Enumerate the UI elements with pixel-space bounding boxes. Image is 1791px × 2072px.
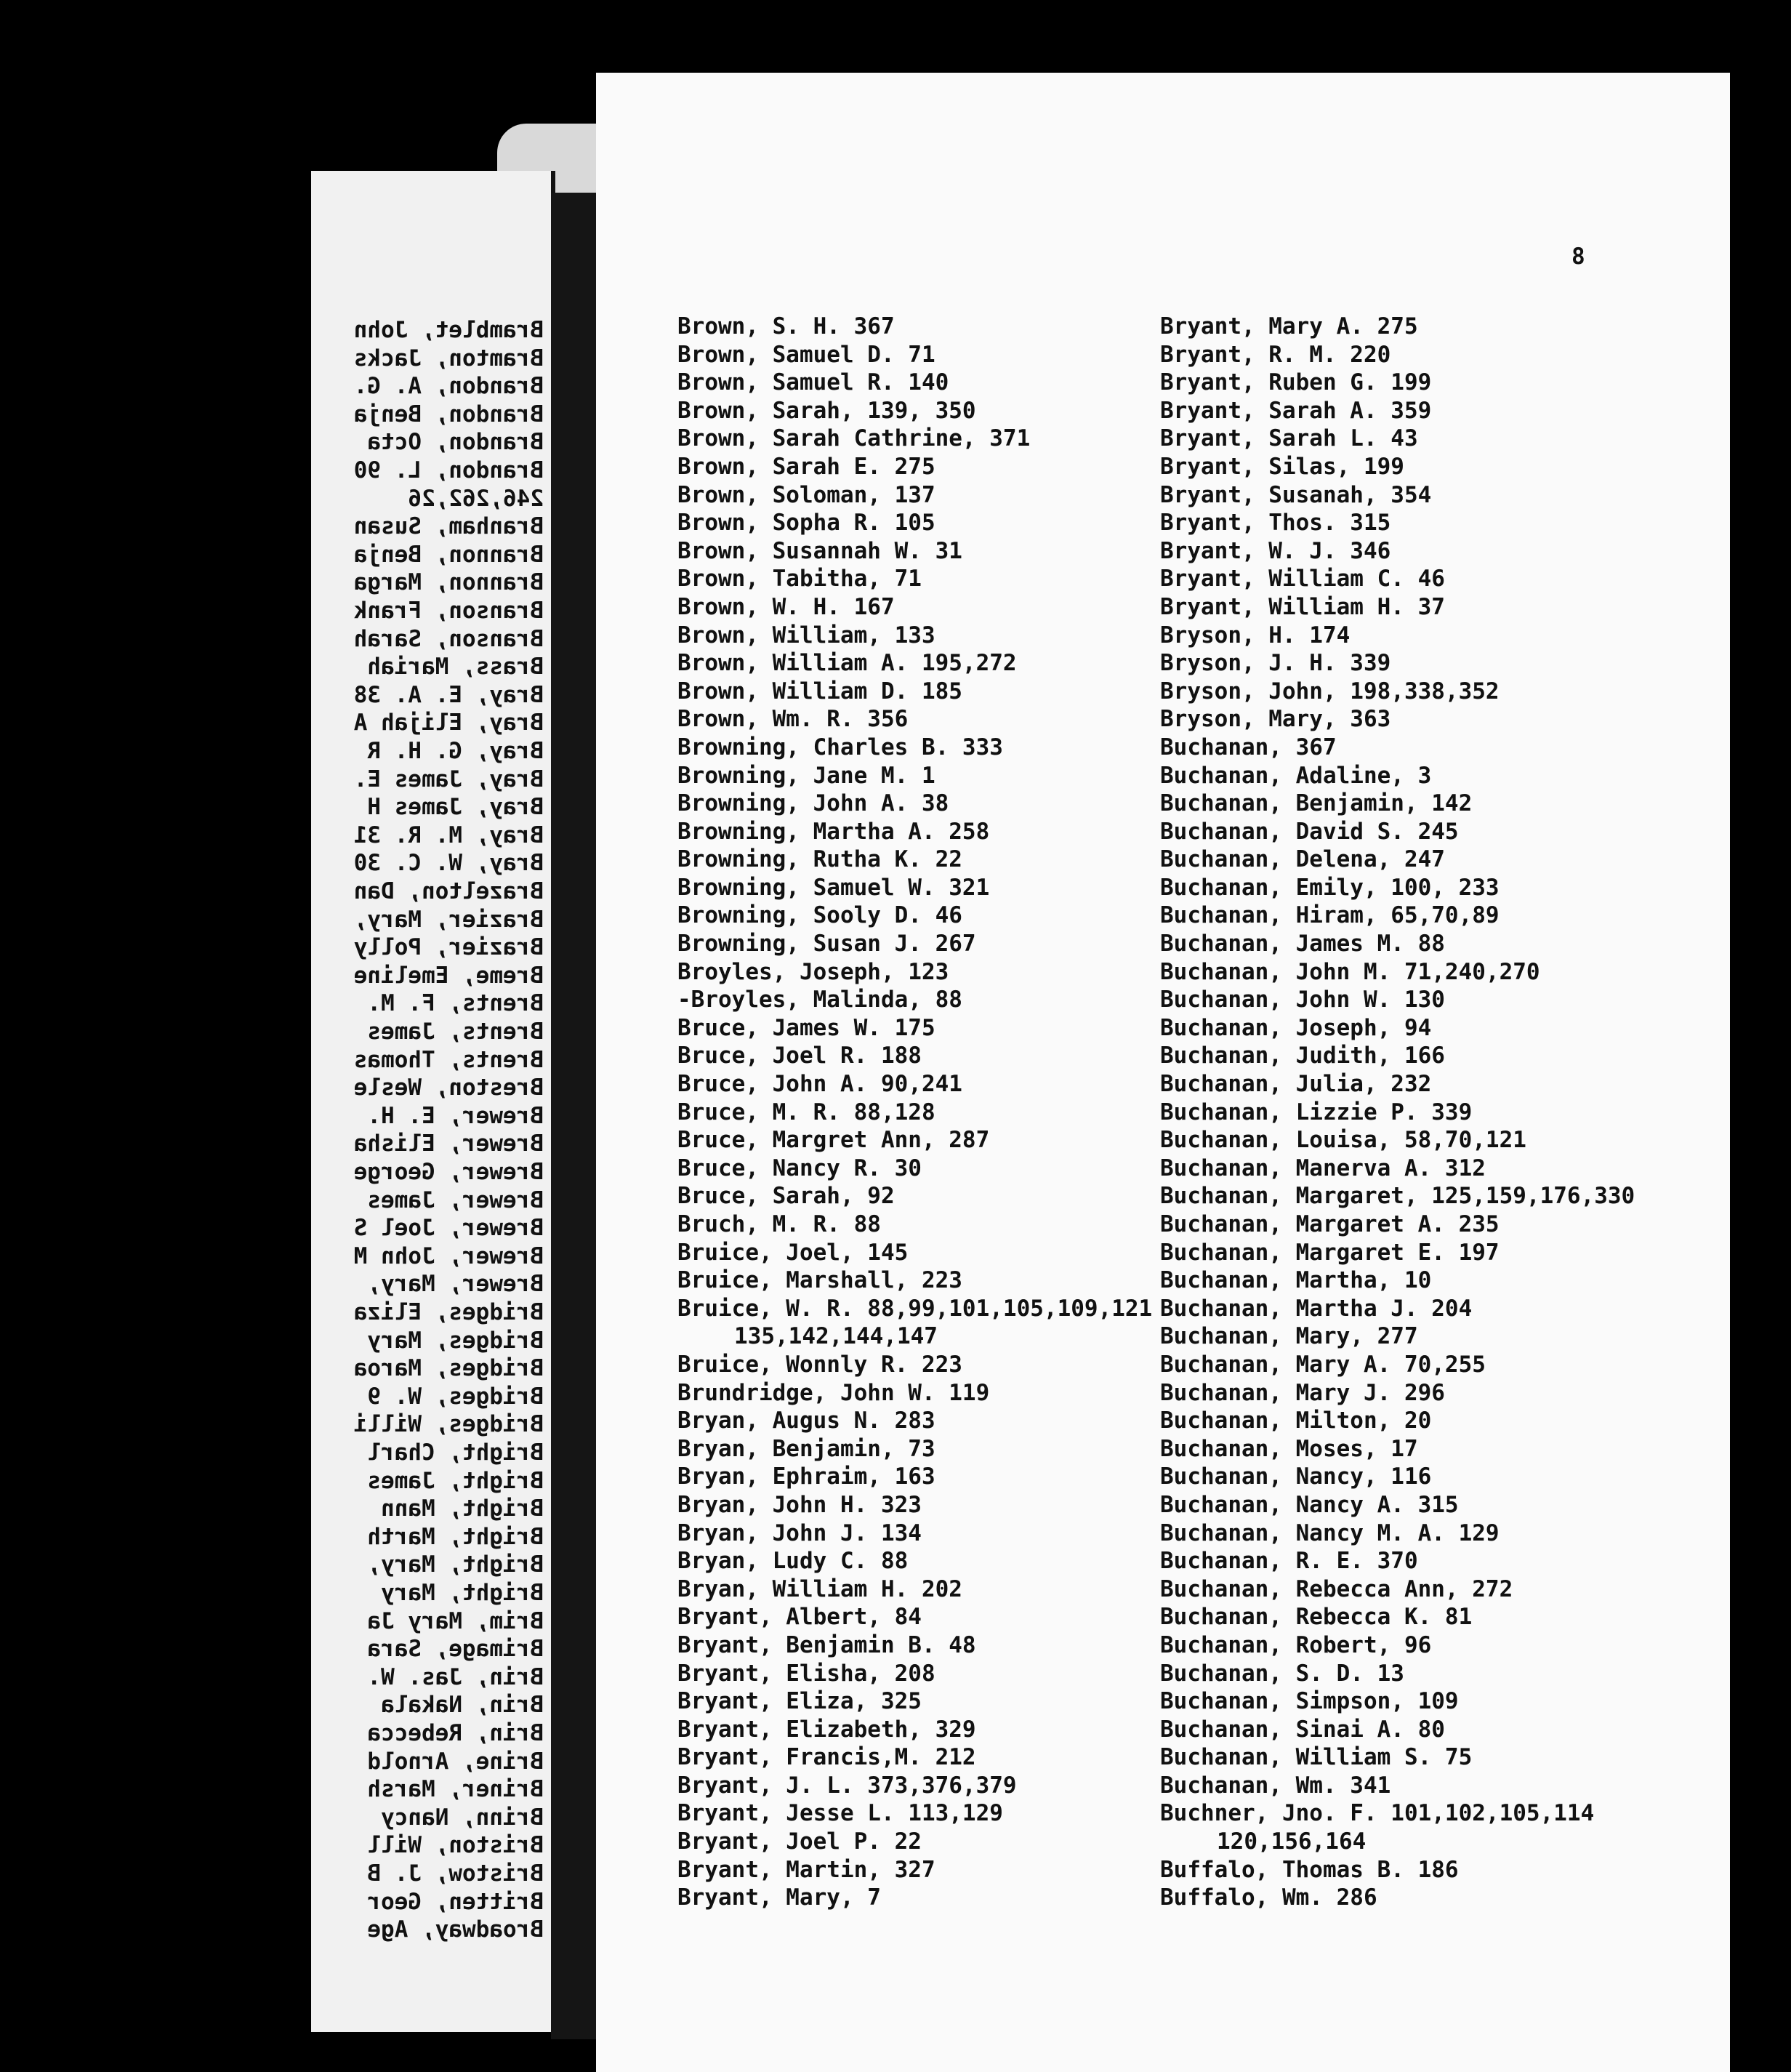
index-entry: Bruch, M. R. 88: [677, 1211, 881, 1237]
index-entry: Buchanan, Simpson, 109: [1160, 1688, 1459, 1715]
bleed-through-line: Bray, M. R. 31: [353, 822, 544, 848]
index-entry: Buchanan, Adaline, 3: [1160, 762, 1432, 789]
index-entry: Brown, Sopha R. 105: [677, 510, 935, 537]
index-entry: Buchanan, Milton, 20: [1160, 1408, 1432, 1434]
index-entry-continuation: 120,156,164: [1217, 1828, 1367, 1855]
index-entry: Brown, S. H. 367: [677, 313, 895, 340]
index-entry: Bryson, John, 198,338,352: [1160, 678, 1500, 704]
bleed-through-line: Brine, Arnold: [367, 1748, 544, 1775]
index-entry: Bryant, Martin, 327: [677, 1856, 935, 1883]
bleed-through-line: 246,262,26: [408, 485, 544, 512]
index-entry: Buchanan, David S. 245: [1160, 818, 1459, 845]
index-entry: Bruce, Nancy R. 30: [677, 1155, 922, 1181]
index-entry: Buchanan, Margaret E. 197: [1160, 1239, 1500, 1266]
bleed-through-line: Brandon, Benja: [353, 401, 544, 427]
bleed-through-line: Brannon, Benja: [353, 541, 544, 568]
index-entry: Buchanan, Wm. 341: [1160, 1772, 1391, 1799]
index-entry: Buchanan, Martha, 10: [1160, 1267, 1432, 1294]
bleed-through-line: Brewer, Mary,: [367, 1271, 544, 1298]
index-entry: Buchanan, James M. 88: [1160, 931, 1445, 957]
index-entry: Bryant, Albert, 84: [677, 1604, 922, 1631]
index-entry: Buchanan, John W. 130: [1160, 987, 1445, 1013]
index-entry: Bryant, W. J. 346: [1160, 537, 1391, 564]
bleed-through-line: Brin, Rebecca: [367, 1720, 544, 1746]
bleed-through-line: Briston, Will: [367, 1832, 544, 1859]
index-entry: Buchanan, Nancy M. A. 129: [1160, 1519, 1500, 1546]
index-entry: Buchanan, 367: [1160, 734, 1337, 760]
index-entry: Brown, Wm. R. 356: [677, 706, 909, 733]
index-entry: Buchanan, Delena, 247: [1160, 846, 1445, 873]
index-entry: Bryant, Mary A. 275: [1160, 313, 1418, 340]
index-entry: Bryan, William H. 202: [677, 1575, 962, 1602]
index-entry: Bryant, Sarah L. 43: [1160, 425, 1418, 452]
index-entry: Buchanan, S. D. 13: [1160, 1660, 1404, 1687]
index-entry: Bryan, Ephraim, 163: [677, 1463, 935, 1490]
bleed-through-line: Branham, Susan: [353, 513, 544, 540]
index-entry: Bryant, Joel P. 22: [677, 1828, 922, 1855]
bleed-through-line: Brewer, John M: [353, 1242, 544, 1269]
bleed-through-line: Branson, Frank: [353, 598, 544, 624]
bleed-through-line: Brazelton, Dan: [353, 878, 544, 904]
index-entry: Buchanan, Mary A. 70,255: [1160, 1351, 1486, 1378]
index-column-right: [1160, 313, 1683, 1912]
bleed-through-line: Brewer, Elisha: [353, 1131, 544, 1157]
index-entry: Buchanan, Julia, 232: [1160, 1071, 1432, 1098]
index-entry: Bryant, Francis,M. 212: [677, 1744, 976, 1771]
bleed-through-line: Bridges, Eliza: [353, 1299, 544, 1325]
bleed-through-line: Breston, Wesle: [353, 1075, 544, 1101]
index-entry: Brown, Samuel D. 71: [677, 341, 935, 368]
index-entry: Bruce, Sarah, 92: [677, 1183, 895, 1210]
index-entry: Brown, William A. 195,272: [677, 650, 1017, 677]
index-entry: Buchanan, Martha J. 204: [1160, 1295, 1473, 1322]
bleed-through-line: Brass, Mariah: [367, 654, 544, 680]
index-entry: Bryan, Augus N. 283: [677, 1408, 935, 1434]
index-entry: Brown, Tabitha, 71: [677, 566, 922, 593]
index-entry: Buchanan, John M. 71,240,270: [1160, 958, 1540, 985]
index-entry: Buchanan, Mary, 277: [1160, 1323, 1418, 1350]
bleed-through-line: Brents, Thomas: [353, 1046, 544, 1073]
index-entry: Bruce, Joel R. 188: [677, 1043, 922, 1069]
bleed-through-line: Bramblet, John: [353, 317, 544, 343]
bleed-through-line: Bridges, Mary: [367, 1327, 544, 1354]
index-entry: Bryant, Susanah, 354: [1160, 481, 1432, 508]
index-entry: Bryant, Silas, 199: [1160, 453, 1404, 480]
bleed-through-line: Brents, James: [367, 1019, 544, 1045]
bleed-through-line: Bridges, W. 9: [367, 1383, 544, 1410]
index-entry: Bryan, Ludy C. 88: [677, 1548, 909, 1575]
index-entry: Bryant, Benjamin B. 48: [677, 1631, 976, 1658]
index-entry: Buffalo, Wm. 286: [1160, 1884, 1377, 1911]
index-entry: Bruce, M. R. 88,128: [677, 1099, 935, 1125]
bleed-through-line: Briner, Marsh: [367, 1776, 544, 1803]
bleed-through-line: Brewer, Joel S: [353, 1215, 544, 1242]
index-entry: Buchanan, Sinai A. 80: [1160, 1716, 1445, 1743]
bleed-through-line: Bray, Elijah A: [353, 710, 544, 736]
bleed-through-line: Bridges, Willi: [353, 1411, 544, 1438]
index-entry: Buchanan, Joseph, 94: [1160, 1014, 1432, 1041]
bleed-through-line: Broadway, Age: [367, 1916, 544, 1943]
index-entry: Browning, John A. 38: [677, 790, 949, 817]
bleed-through-line: Brewer, James: [367, 1186, 544, 1213]
bleed-through-line: Brandon, A. G.: [353, 373, 544, 400]
index-entry: Bryson, H. 174: [1160, 622, 1351, 648]
bleed-through-line: Bray, G. H. R: [367, 738, 544, 764]
index-entry: Bryson, J. H. 339: [1160, 650, 1391, 677]
index-entry: Bryant, Thos. 315: [1160, 510, 1391, 537]
index-entry: Bruice, Joel, 145: [677, 1239, 909, 1266]
index-entry: Brown, Sarah Cathrine, 371: [677, 425, 1031, 452]
index-entry: Brown, Sarah, 139, 350: [677, 397, 976, 424]
index-entry: Bruice, Wonnly R. 223: [677, 1351, 962, 1378]
bleed-through-line: Bray, James E.: [353, 766, 544, 792]
index-entry: Bryant, Mary, 7: [677, 1884, 881, 1911]
index-entry: Bryan, John J. 134: [677, 1519, 922, 1546]
index-entry: Bryson, Mary, 363: [1160, 706, 1391, 733]
index-entry: Bryant, Jesse L. 113,129: [677, 1800, 1003, 1827]
index-entry: Buchanan, R. E. 370: [1160, 1548, 1418, 1575]
index-entry: Browning, Samuel W. 321: [677, 874, 990, 901]
mirrored-text-block: [311, 171, 551, 2032]
index-entry: Brown, William D. 185: [677, 678, 962, 704]
index-entry: Bruice, Marshall, 223: [677, 1267, 962, 1294]
bleed-through-line: Brin, Jas. W.: [367, 1663, 544, 1690]
index-entry: Bryan, John H. 323: [677, 1491, 922, 1518]
index-entry: Bryant, William H. 37: [1160, 593, 1445, 620]
bleed-through-line: Branson, Sarah: [353, 625, 544, 652]
index-entry: Buchanan, Margaret, 125,159,176,330: [1160, 1183, 1635, 1210]
bleed-through-line: Brazier, Polly: [353, 934, 544, 961]
bleed-through-line: Brewer, E. H.: [367, 1102, 544, 1129]
bleed-through-line: Brandon, Octa: [367, 429, 544, 456]
bleed-through-line: Bramton, Jacks: [353, 345, 544, 372]
index-entry: Buchanan, Judith, 166: [1160, 1043, 1445, 1069]
index-entry-continuation: 135,142,144,147: [734, 1323, 938, 1350]
index-entry: Buchanan, Manerva A. 312: [1160, 1155, 1486, 1181]
index-entry: Buchanan, Lizzie P. 339: [1160, 1099, 1473, 1125]
bleed-through-line: Brin, Nakala: [381, 1692, 544, 1719]
bleed-through-line: Brents, F. M.: [367, 990, 544, 1017]
bleed-through-line: Bright, James: [367, 1467, 544, 1494]
index-entry: Buchanan, Emily, 100, 233: [1160, 874, 1500, 901]
index-entry: Bruce, John A. 90,241: [677, 1071, 962, 1098]
index-entry: Brown, Samuel R. 140: [677, 369, 949, 396]
bleed-through-line: Bridges, Maroa: [353, 1355, 544, 1382]
index-entry: Buchanan, Nancy A. 315: [1160, 1491, 1459, 1518]
index-entry: Browning, Charles B. 333: [677, 734, 1003, 760]
index-entry: Brown, Susannah W. 31: [677, 537, 962, 564]
index-entry: Browning, Martha A. 258: [677, 818, 990, 845]
index-entry: Bryant, Elizabeth, 329: [677, 1716, 976, 1743]
index-entry: Buchanan, Benjamin, 142: [1160, 790, 1473, 817]
index-entry: Brown, W. H. 167: [677, 593, 895, 620]
index-column-left: [677, 313, 1201, 1912]
bleed-through-line: Bright, Charl: [367, 1439, 544, 1466]
index-entry: Bryant, Eliza, 325: [677, 1688, 922, 1715]
index-entry: Bruce, Margret Ann, 287: [677, 1127, 990, 1154]
page-number: 8: [1571, 244, 1585, 270]
index-entry: Broyles, Joseph, 123: [677, 958, 949, 985]
index-entry: Bryant, William C. 46: [1160, 566, 1445, 593]
book-binding-gutter: [551, 193, 602, 2039]
index-entry: Buchanan, Rebecca K. 81: [1160, 1604, 1473, 1631]
bleed-through-line: Brewer, George: [353, 1159, 544, 1185]
bleed-through-line: Brazier, Mary,: [353, 906, 544, 933]
index-entry: -Broyles, Malinda, 88: [677, 987, 962, 1013]
index-entry: Brown, Soloman, 137: [677, 481, 935, 508]
index-entry: Brown, Sarah E. 275: [677, 453, 935, 480]
index-entry: Browning, Sooly D. 46: [677, 902, 962, 929]
index-entry: Buchner, Jno. F. 101,102,105,114: [1160, 1800, 1595, 1827]
index-entry: Buchanan, Rebecca Ann, 272: [1160, 1575, 1513, 1602]
facing-page-bleed-through: [311, 171, 555, 2032]
index-entry: Bryant, J. L. 373,376,379: [677, 1772, 1017, 1799]
bleed-through-line: Brinn, Nancy: [381, 1804, 544, 1831]
bleed-through-line: Bray, W. C. 30: [353, 850, 544, 877]
bleed-through-line: Bright, Marth: [367, 1523, 544, 1550]
index-entry: Bryant, R. M. 220: [1160, 341, 1391, 368]
bleed-through-line: Brim, Mary Ja: [367, 1607, 544, 1634]
index-entry: Brundridge, John W. 119: [677, 1379, 990, 1406]
index-entry: Browning, Rutha K. 22: [677, 846, 962, 873]
index-entry: Buchanan, William S. 75: [1160, 1744, 1473, 1771]
index-entry: Browning, Jane M. 1: [677, 762, 935, 789]
bleed-through-line: Brannon, Marga: [353, 569, 544, 596]
index-entry: Bruce, James W. 175: [677, 1014, 935, 1041]
index-entry: Buchanan, Robert, 96: [1160, 1631, 1432, 1658]
bleed-through-line: Breme, Emeline: [353, 962, 544, 989]
index-entry: Bryant, Sarah A. 359: [1160, 397, 1432, 424]
index-entry: Buchanan, Mary J. 296: [1160, 1379, 1445, 1406]
bleed-through-line: Bray, E. A. 38: [353, 681, 544, 708]
bleed-through-line: Britten, Geor: [367, 1888, 544, 1915]
index-entry: Browning, Susan J. 267: [677, 931, 976, 957]
index-entry: Bryant, Elisha, 208: [677, 1660, 935, 1687]
bleed-through-line: Bright, Mary,: [367, 1551, 544, 1578]
index-entry: Buchanan, Nancy, 116: [1160, 1463, 1432, 1490]
index-entry: Buchanan, Louisa, 58,70,121: [1160, 1127, 1526, 1154]
index-entry: Buchanan, Moses, 17: [1160, 1435, 1418, 1462]
index-entry: Buchanan, Margaret A. 235: [1160, 1211, 1500, 1237]
bleed-through-line: Brandon, L. 90: [353, 457, 544, 483]
index-entry: Buffalo, Thomas B. 186: [1160, 1856, 1459, 1883]
bleed-through-line: Bright, Mary: [381, 1580, 544, 1606]
index-entry: Buchanan, Hiram, 65,70,89: [1160, 902, 1500, 929]
index-entry: Bryan, Benjamin, 73: [677, 1435, 935, 1462]
bleed-through-line: Bray, James H: [367, 794, 544, 821]
bleed-through-line: Bristow, J. B: [367, 1860, 544, 1887]
bleed-through-line: Brimage, Sara: [367, 1636, 544, 1663]
index-entry: Bryant, Ruben G. 199: [1160, 369, 1432, 396]
index-entry: Brown, William, 133: [677, 622, 935, 648]
bleed-through-line: Bright, Mann: [381, 1495, 544, 1522]
index-entry: Bruice, W. R. 88,99,101,105,109,121: [677, 1295, 1153, 1322]
